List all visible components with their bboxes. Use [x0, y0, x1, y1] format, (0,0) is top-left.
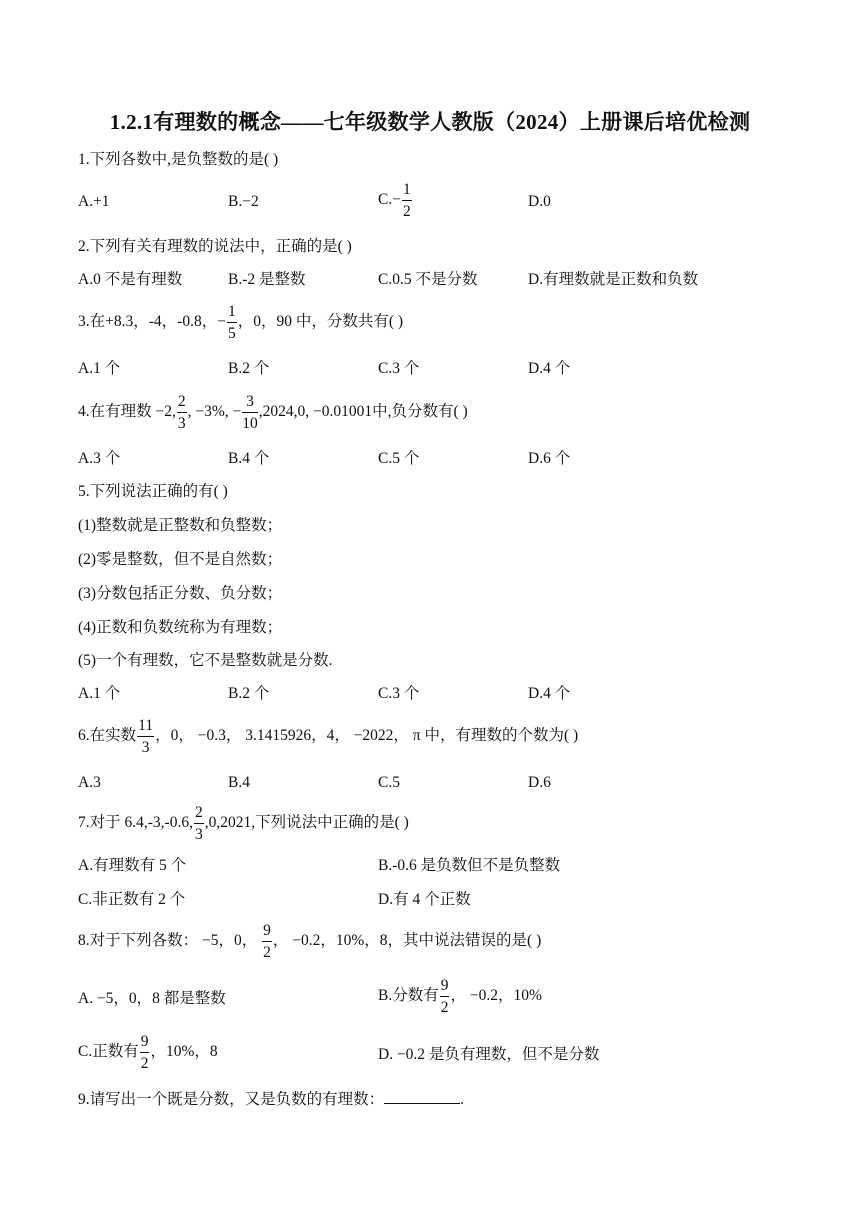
fraction-denominator: 5 [227, 324, 236, 342]
stem-text: ，0， −0.3， 3.1415926，4， −2022， π 中，有理数的个数为( ) [155, 727, 579, 745]
question-4-option-b: B.4 个 [228, 450, 270, 467]
question-5-statement-2: (2)零是整数，但不是自然数； [78, 551, 283, 568]
fraction [262, 923, 272, 960]
question-7-option-c: C.非正数有 2 个 [78, 891, 186, 908]
question-3-option-b: B.2 个 [228, 360, 270, 377]
question-8-option-c [78, 1034, 218, 1071]
fraction-denominator: 2 [140, 1054, 149, 1072]
answer-blank[interactable] [384, 1102, 460, 1104]
question-1-option-b: B.−2 [228, 193, 259, 210]
question-8-option-d: D. −0.2 是负有理数，但不是分数 [378, 1046, 600, 1063]
question-1-stem: 1.下列各数中,是负整数的是( ) [78, 151, 279, 168]
question-2-option-d: D.有理数就是正数和负数 [528, 271, 699, 288]
stem-text: 9.请写出一个既是分数，又是负数的有理数： [78, 1091, 385, 1108]
question-3-option-d: D.4 个 [528, 360, 571, 377]
fraction [402, 182, 412, 219]
stem-text: ,2024,0, −0.01001中,负分数有( ) [258, 403, 468, 421]
question-4-option-c: C.5 个 [378, 450, 420, 467]
question-5-statement-3: (3)分数包括正分数、负分数； [78, 585, 283, 602]
question-1-option-c [378, 182, 413, 219]
stem-text: 4.在有理数 −2, [78, 403, 176, 421]
option-text: ， −0.2，10% [450, 987, 542, 1005]
question-5-option-c: C.3 个 [378, 685, 420, 702]
stem-text: 3.在+8.3，-4，-0.8，− [78, 313, 226, 331]
question-7-stem [78, 805, 409, 842]
question-2-stem: 2.下列有关有理数的说法中，正确的是( ) [78, 238, 352, 255]
question-5-statement-4: (4)正数和负数统称为有理数； [78, 619, 283, 636]
fraction [242, 394, 258, 431]
fraction-numerator: 2 [177, 394, 187, 413]
fraction-numerator: 1 [227, 304, 237, 323]
option-text: ，10%，8 [150, 1043, 218, 1061]
question-7-option-d: D.有 4 个正数 [378, 891, 471, 908]
question-5-option-a: A.1 个 [78, 685, 121, 702]
question-8-option-a: A. −5，0，8 都是整数 [78, 990, 226, 1007]
fraction-denominator: 2 [263, 943, 271, 961]
stem-text: ， −0.2，10%，8，其中说法错误的是( ) [272, 932, 542, 950]
question-5-statement-1: (1)整数就是正整数和负整数； [78, 517, 283, 534]
question-6-option-c: C.5 [378, 774, 400, 791]
question-2-option-b: B.-2 是整数 [228, 271, 306, 288]
fraction [227, 304, 237, 341]
stem-text: ，0，90 中，分数共有( ) [237, 313, 404, 331]
question-2-option-c: C.0.5 不是分数 [378, 271, 478, 288]
option-text: C.正数有 [78, 1043, 139, 1061]
question-5-statement-5: (5)一个有理数，它不是整数就是分数. [78, 652, 333, 669]
option-c-prefix: C.− [378, 191, 401, 209]
question-9-stem [78, 1092, 464, 1108]
question-4-option-a: A.3 个 [78, 450, 121, 467]
stem-text: 7.对于 6.4,-3,-0.6, [78, 814, 193, 832]
fraction-denominator: 10 [242, 414, 258, 432]
question-8-option-b [378, 978, 542, 1015]
fraction-denominator: 2 [402, 202, 411, 220]
fraction-numerator: 11 [137, 718, 154, 737]
question-5-option-d: D.4 个 [528, 685, 571, 702]
stem-text: 6.在实数 [78, 727, 137, 745]
fraction-numerator: 9 [140, 1034, 150, 1053]
question-1-option-a: A.+1 [78, 193, 110, 210]
fraction [137, 718, 154, 755]
question-3-option-a: A.1 个 [78, 360, 121, 377]
question-5-option-b: B.2 个 [228, 685, 270, 702]
question-6-stem [78, 718, 578, 755]
question-6-option-b: B.4 [228, 774, 250, 791]
fraction [177, 394, 187, 431]
fraction-denominator: 3 [194, 825, 203, 843]
question-6-option-a: A.3 [78, 774, 101, 791]
question-6-option-d: D.6 [528, 774, 551, 791]
fraction [194, 805, 204, 842]
fraction-denominator: 2 [440, 998, 449, 1016]
fraction [440, 978, 450, 1015]
question-4-stem [78, 394, 468, 431]
fraction-numerator: 3 [242, 394, 258, 413]
question-7-option-a: A.有理数有 5 个 [78, 857, 187, 874]
option-text: B.分数有 [378, 987, 439, 1005]
page-title: 1.2.1有理数的概念——七年级数学人教版（2024）上册课后培优检测 [109, 110, 751, 134]
question-7-option-b: B.-0.6 是负数但不是负整数 [378, 857, 561, 874]
question-5-stem: 5.下列说法正确的有( ) [78, 483, 228, 500]
stem-text: . [460, 1091, 465, 1108]
question-3-option-c: C.3 个 [378, 360, 420, 377]
fraction-numerator: 9 [440, 978, 450, 997]
question-3-stem [78, 304, 403, 341]
stem-text: ,0,2021,下列说法中正确的是( ) [204, 814, 409, 832]
stem-text: 8.对于下列各数： −5，0， [78, 932, 262, 950]
question-4-option-d: D.6 个 [528, 450, 571, 467]
question-2-option-a: A.0 不是有理数 [78, 271, 183, 288]
fraction-numerator: 1 [402, 182, 412, 201]
fraction-denominator: 3 [141, 738, 150, 756]
question-1-option-d: D.0 [528, 193, 551, 210]
fraction-numerator: 2 [194, 805, 204, 824]
stem-text: , −3%, − [187, 403, 242, 421]
fraction [140, 1034, 150, 1071]
fraction-numerator: 9 [262, 923, 272, 942]
fraction-denominator: 3 [177, 414, 186, 432]
question-8-stem [78, 923, 541, 960]
